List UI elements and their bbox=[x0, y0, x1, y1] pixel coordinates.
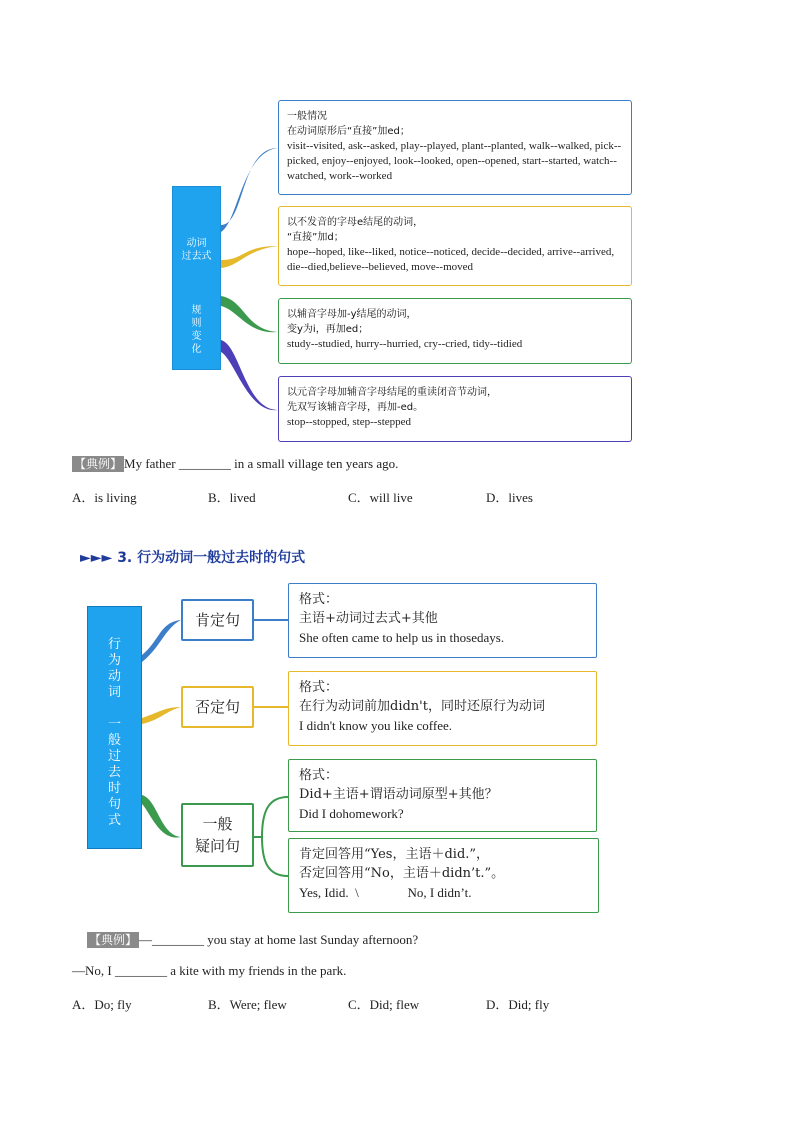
connector-green-2 bbox=[142, 795, 181, 838]
example2-answer: —No, I ________ a kite with my friends in the park. bbox=[72, 963, 347, 978]
rule-examples: study--studied, hurry--hurried, cry--cried, tidy--tidied bbox=[287, 338, 523, 350]
format-label: 格式： bbox=[299, 680, 339, 695]
example2-question-line bbox=[87, 932, 727, 948]
format-rule: 主语+动词过去式+其他 bbox=[299, 611, 438, 626]
answer-rule-no: 否定回答用“No，主语＋didn’t.”。 bbox=[299, 866, 505, 881]
category-negative: 否定句 bbox=[181, 686, 254, 728]
rule-examples: visit--visited, ask--asked, play--played, plant--planted, walk--walked, pick--picked, enjoy--enjoyed, look--looked, open--opened, start--started, watch--watched, work--worked bbox=[287, 140, 622, 182]
example1-option-a: A．is living bbox=[72, 490, 137, 505]
rule-subtitle: 先双写该辅音字母，再加-ed。 bbox=[287, 402, 424, 413]
format-rule: Did+主语+谓语动词原型+其他？ bbox=[299, 787, 498, 802]
category-affirmative: 肯定句 bbox=[181, 599, 254, 641]
rule-examples: hope--hoped, like--liked, notice--noticed, decide--decided, arrive--arrived, die--died,believe--believed, move--moved bbox=[287, 246, 615, 273]
rule-subtitle: 在动词原形后“直接”加ed； bbox=[287, 126, 410, 137]
rule-title: 以元音字母加辅音字母结尾的重读闭音节动词， bbox=[287, 387, 497, 398]
example-tag: 【典例】 bbox=[89, 933, 138, 947]
format-label: 格式： bbox=[299, 592, 339, 607]
diagram1-root-title: 动词 过去式 bbox=[181, 238, 212, 262]
format-box-question bbox=[288, 759, 597, 832]
format-label: 格式： bbox=[299, 768, 339, 783]
diagram2-root-subtitle: 一 般 过 去 时 句 式 bbox=[107, 717, 121, 828]
rule-title: 以不发音的字母e结尾的动词， bbox=[287, 217, 424, 228]
diagram2-root-title: 行 为 动 词 bbox=[107, 637, 121, 700]
diagram2-root bbox=[87, 606, 142, 849]
example1-question: My father ________ in a small village ten years ago. bbox=[124, 456, 399, 471]
answer-example: Yes, Idid. \ No, I didn’t. bbox=[299, 885, 472, 900]
format-rule: 在行为动词前加didn't，同时还原行为动词 bbox=[299, 699, 545, 714]
rule-subtitle: “直接”加d； bbox=[287, 232, 344, 243]
answer-rule-yes: 肯定回答用“Yes，主语＋did.”， bbox=[299, 847, 490, 862]
format-box-negative bbox=[288, 671, 597, 746]
answer-box-question bbox=[288, 838, 599, 913]
example2-option-c: C．Did; flew bbox=[348, 997, 420, 1012]
format-example: Did I dohomework? bbox=[299, 806, 404, 821]
example2-option-b: B．Were; flew bbox=[208, 997, 287, 1012]
example2-option-a: A．Do; fly bbox=[72, 997, 132, 1012]
example1-option-b: B．lived bbox=[208, 490, 256, 505]
rule-subtitle: 变y为i，再加ed； bbox=[287, 324, 369, 335]
format-example: She often came to help us in thosedays. bbox=[299, 630, 505, 645]
bracket-green bbox=[262, 797, 288, 876]
example2-option-d: D．Did; fly bbox=[486, 997, 550, 1012]
rule-examples: stop--stopped, step--stepped bbox=[287, 416, 412, 428]
format-example: I didn't know you like coffee. bbox=[299, 718, 453, 733]
example1-option-d: D．lives bbox=[486, 490, 533, 505]
diagram1-root-subtitle: 规 则 变 化 bbox=[191, 305, 202, 355]
connector-gold-2 bbox=[142, 707, 181, 724]
rule-title: 以辅音字母加-y结尾的动词， bbox=[287, 309, 417, 320]
connector-blue-2 bbox=[142, 620, 181, 662]
category-question: 一般 疑问句 bbox=[181, 803, 254, 867]
example1-option-c: C．will live bbox=[348, 490, 413, 505]
example2-question: —________ you stay at home last Sunday afternoon? bbox=[139, 932, 419, 947]
example-tag: 【典例】 bbox=[74, 457, 123, 471]
rule-title: 一般情况 bbox=[287, 111, 327, 122]
section-title-text: 3. 行为动词一般过去时的句式 bbox=[117, 550, 306, 566]
format-box-affirmative bbox=[288, 583, 597, 658]
section-arrows: ►►► bbox=[80, 550, 113, 566]
